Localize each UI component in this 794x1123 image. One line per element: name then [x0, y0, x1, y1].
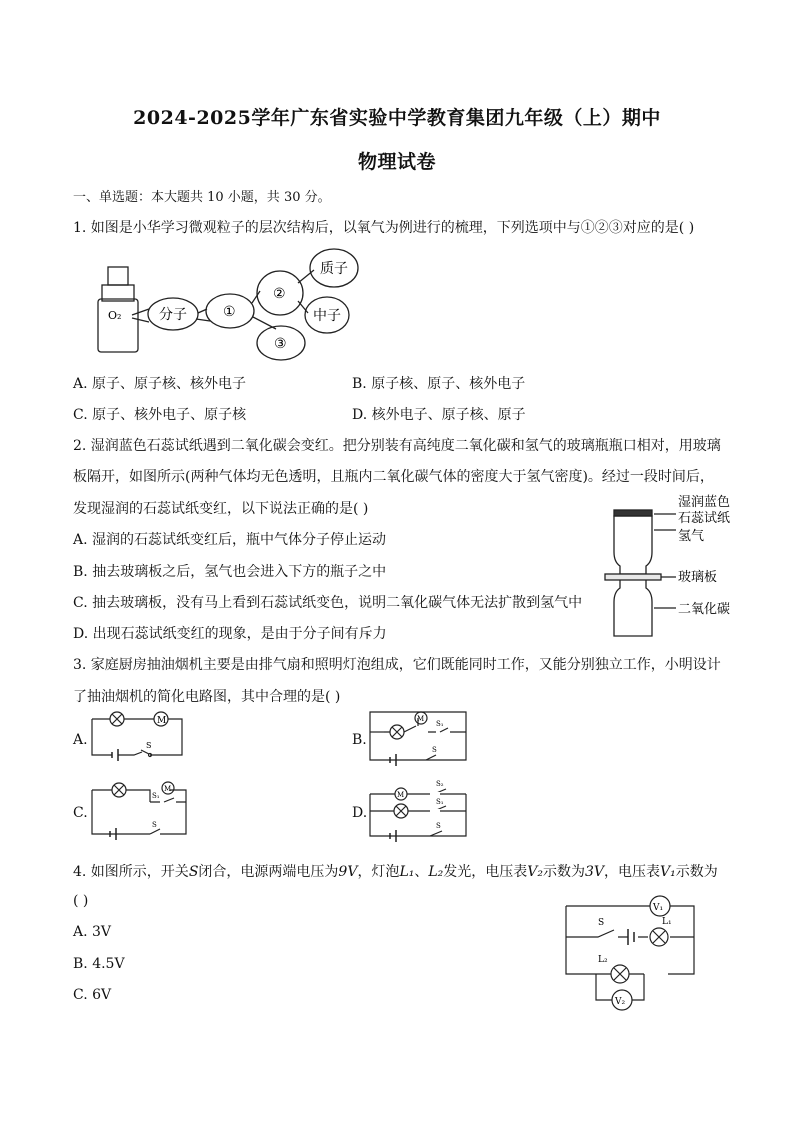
q4-stem-d: 发光，电压表: [443, 864, 528, 880]
circle-3-label: ③: [274, 336, 287, 352]
q4-stem-c: ，灯泡: [357, 864, 400, 880]
q4-v1-symbol: V₁: [660, 864, 676, 880]
lamp-l1-label: L₁: [662, 917, 672, 927]
q3-circuit-d: [366, 776, 476, 842]
circle-2-label: ②: [273, 286, 286, 302]
glass-plate-label: 玻璃板: [678, 570, 718, 585]
page-title: 2024-2025学年广东省实验中学教育集团九年级（上）期中: [133, 107, 661, 129]
q4-stem: [73, 861, 718, 881]
voltmeter-v2-label: V₂: [615, 997, 626, 1007]
molecule-label: 分子: [159, 307, 187, 323]
switch-s2-d: S₂: [436, 780, 444, 788]
q3-option-c: C.: [73, 805, 88, 821]
motor-symbol-a: M: [157, 716, 167, 726]
q3-stem-1: 3. 家庭厨房抽油烟机主要是由排气扇和照明灯泡组成，它们既能同时工作，又能分别独立工作，小明设计: [73, 657, 721, 673]
q4-stem-f: ，电压表: [604, 864, 661, 880]
q4-v2-reading: 3V: [585, 864, 605, 880]
q2-option-d: D. 出现石蕊试纸变红的现象，是由于分子间有斥力: [73, 626, 387, 642]
q1-option-d: D. 核外电子、原子核、原子: [352, 407, 526, 423]
q4-stem-a: 4. 如图所示，开关: [73, 864, 189, 880]
motor-symbol-b: M: [417, 715, 425, 723]
voltmeter-v1-label: V₁: [653, 903, 664, 913]
q4-source-voltage: 9V: [338, 864, 358, 880]
litmus-label-2: 石蕊试纸: [678, 511, 731, 526]
q1-option-c: C. 原子、核外电子、原子核: [73, 407, 247, 423]
co2-label: 二氧化碳: [678, 602, 731, 617]
proton-label: 质子: [320, 261, 348, 277]
q4-stem-g: 示数为: [675, 864, 718, 880]
q4-stem-b: 闭合，电源两端电压为: [198, 864, 339, 880]
q4-option-c: C. 6V: [73, 987, 112, 1003]
q2-option-b: B. 抽去玻璃板之后，氢气也会进入下方的瓶子之中: [73, 564, 387, 580]
q4-l1-symbol: L₁: [399, 864, 415, 880]
q1-stem: 1. 如图是小华学习微观粒子的层次结构后，以氧气为例进行的梳理，下列选项中与①②③对应的是( ): [73, 220, 695, 236]
q4-figure: [558, 890, 708, 1012]
q3-circuit-b: [366, 704, 476, 768]
q4-option-a: A. 3V: [73, 924, 112, 940]
q3-option-d: D.: [352, 805, 368, 821]
q2-stem-2: 板隔开，如图所示(两种气体均无色透明，且瓶内二氧化碳气体的密度大于氢气密度)。经过一段时间后，: [73, 469, 714, 485]
q1-figure: [92, 243, 362, 368]
q1-option-b: B. 原子核、原子、核外电子: [352, 376, 526, 392]
motor-symbol-c: M: [164, 785, 172, 793]
q3-circuit-c: [88, 778, 193, 840]
switch-s1-b: S₁: [436, 720, 444, 728]
o2-label: O₂: [108, 309, 122, 322]
neutron-label: 中子: [313, 308, 341, 324]
q1-option-a: A. 原子、原子核、核外电子: [73, 376, 247, 392]
q3-option-b: B.: [352, 732, 367, 748]
q2-stem-3: 发现湿润的石蕊试纸变红，以下说法正确的是( ): [73, 501, 369, 517]
lamp-l2-label: L₂: [598, 955, 608, 965]
switch-s-label: S: [598, 918, 605, 928]
page-subtitle: 物理试卷: [357, 151, 436, 173]
q2-option-c: C. 抽去玻璃板，没有马上看到石蕊试纸变色，说明二氧化碳气体无法扩散到氢气中: [73, 595, 583, 611]
q3-stem-2: 了抽油烟机的简化电路图，其中合理的是( ): [73, 689, 341, 705]
q4-switch-symbol: S: [188, 864, 199, 880]
switch-s1-d: S₁: [436, 798, 444, 806]
hydrogen-label: 氢气: [678, 529, 705, 544]
q3-option-a: A.: [73, 732, 88, 748]
switch-s-d: S: [436, 822, 441, 830]
switch-s-c: S: [152, 821, 157, 829]
switch-label-a: S: [146, 741, 152, 750]
q4-option-b: B. 4.5V: [73, 956, 125, 972]
section-heading: 一、单选题：本大题共 10 小题，共 30 分。: [73, 190, 331, 205]
q4-separator: 、: [414, 864, 429, 880]
q4-v2-symbol: V₂: [527, 864, 544, 880]
q4-l2-symbol: L₂: [428, 864, 444, 880]
switch-s1-c: S₁: [152, 792, 160, 800]
switch-s-b: S: [432, 746, 437, 754]
q2-stem-1: 2. 湿润蓝色石蕊试纸遇到二氧化碳会变红。把分别装有高纯度二氧化碳和氢气的玻璃瓶瓶口相对，用玻璃: [73, 438, 721, 454]
motor-symbol-d: M: [397, 791, 405, 799]
litmus-label-1: 湿润蓝色: [678, 495, 731, 510]
q4-answer-paren: ( ): [73, 893, 89, 909]
q2-figure: [600, 490, 750, 640]
q4-stem-e: 示数为: [543, 864, 586, 880]
q3-circuit-a: [88, 710, 188, 765]
q2-option-a: A. 湿润的石蕊试纸变红后，瓶中气体分子停止运动: [73, 532, 387, 548]
circle-1-label: ①: [223, 304, 236, 320]
